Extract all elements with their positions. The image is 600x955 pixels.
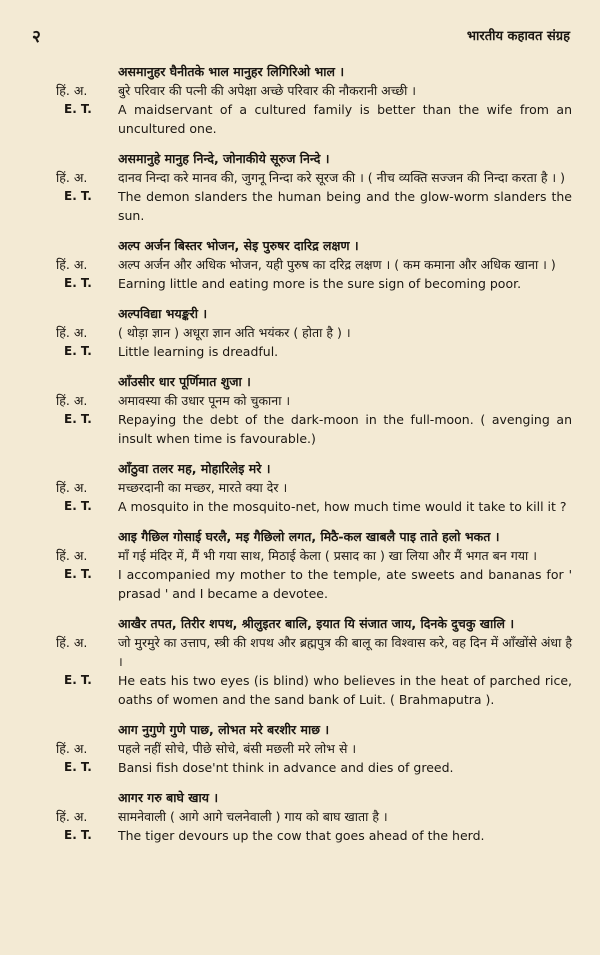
proverb-entry: [0, 527, 600, 603]
hindi-label: हिं. अ.: [56, 393, 88, 408]
proverb-text: आइ गैछिल गोसाई घरलै, मइ गैछिलो लगत, मिठै-कल खाबलै पाइ ताते हलो भकत ।: [118, 529, 500, 544]
english-translation: He eats his two eyes (is blind) who believes in the heat of parched rice, oaths of women and the sand bank of Luit. ( Brahmaputra ).: [118, 673, 572, 707]
proverb-entry: [0, 236, 600, 293]
proverb-entry: [0, 372, 600, 448]
hindi-label: हिं. अ.: [56, 257, 88, 272]
english-translation: Repaying the debt of the dark-moon in the full-moon. ( avenging an insult when time is favourable.): [118, 412, 572, 446]
proverb-list: [0, 62, 600, 856]
page-number: २: [32, 27, 41, 47]
english-label: E. T.: [64, 828, 92, 842]
hindi-translation: मच्छरदानी का मच्छर, मारते क्या देर ।: [118, 480, 288, 495]
page-header: [32, 24, 570, 48]
proverb-text: आखैर तपत, तिरीर शपथ, श्रीलुइतर बालि, इयात यि संजात जाय, दिनके दुचकु खालि ।: [118, 616, 515, 631]
proverb-entry: [0, 788, 600, 845]
hindi-translation: बुरे परिवार की पत्नी की अपेक्षा अच्छे परिवार की नौकरानी अच्छी ।: [118, 83, 417, 98]
english-label: E. T.: [64, 344, 92, 358]
hindi-translation: माँ गई मंदिर में, मैं भी गया साथ, मिठाई केला ( प्रसाद का ) खा लिया और मैं भगत बन गया ।: [118, 548, 537, 563]
running-title: भारतीय कहावत संग्रह: [466, 29, 570, 44]
hindi-translation: पहले नहीं सोचे, पीछे सोचे, बंसी मछली मरे लोभ से ।: [118, 741, 357, 756]
english-label: E. T.: [64, 673, 92, 687]
english-translation: Earning little and eating more is the sure sign of becoming poor.: [118, 276, 522, 291]
english-translation: The demon slanders the human being and the glow-worm slanders the sun.: [118, 189, 572, 223]
hindi-label: हिं. अ.: [56, 741, 88, 756]
english-translation: The tiger devours up the cow that goes ahead of the herd.: [118, 828, 485, 843]
proverb-entry: [0, 614, 600, 709]
hindi-label: हिं. अ.: [56, 548, 88, 563]
proverb-text: आँठुवा तलर मह, मोहारिलेइ मरे ।: [118, 461, 271, 476]
hindi-label: हिं. अ.: [56, 170, 88, 185]
english-translation: A maidservant of a cultured family is better than the wife from an uncultured one.: [118, 102, 572, 136]
hindi-label: हिं. अ.: [56, 480, 88, 495]
hindi-translation: सामनेवाली ( आगे आगे चलनेवाली ) गाय को बाघ खाता है ।: [118, 809, 388, 824]
hindi-translation: अल्प अर्जन और अधिक भोजन, यही पुरुष का दरिद्र लक्षण । ( कम कमाना और अधिक खाना । ): [118, 257, 556, 272]
english-label: E. T.: [64, 276, 92, 290]
proverb-entry: [0, 304, 600, 361]
proverb-text: अल्पविद्या भयङ्करी ।: [118, 306, 208, 321]
english-label: E. T.: [64, 567, 92, 581]
english-translation: Little learning is dreadful.: [118, 344, 279, 359]
english-translation: I accompanied my mother to the temple, ate sweets and bananas for ' prasad ' and I became a devotee.: [118, 567, 572, 601]
proverb-text: आग नुगुणे गुणे पाछ, लोभत मरे बरशीर माछ ।: [118, 722, 330, 737]
proverb-entry: [0, 149, 600, 225]
proverb-text: असमानुहे मानुह निन्दे, जोनाकीये सूरुज निन्दे ।: [118, 151, 330, 166]
proverb-text: असमानुहर घैनीतके भाल मानुहर लिगिरिओ भाल ।: [118, 64, 345, 79]
proverb-text: अल्प अर्जन बिस्तर भोजन, सेइ पुरुषर दारिद्र लक्षण ।: [118, 238, 359, 253]
hindi-translation: जो मुरमुरे का उत्ताप, स्त्री की शपथ और ब्रह्मपुत्र की बालू का विश्वास करे, वह दिन में आँखोंसे अंधा है ।: [118, 635, 572, 669]
english-label: E. T.: [64, 499, 92, 513]
hindi-label: हिं. अ.: [56, 809, 88, 824]
proverb-text: आगर गरु बाघे खाय ।: [118, 790, 219, 805]
hindi-label: हिं. अ.: [56, 635, 88, 650]
hindi-translation: ( थोड़ा ज्ञान ) अधूरा ज्ञान अति भयंकर ( होता है ) ।: [118, 325, 351, 340]
proverb-text: आँउसीर धार पूर्णिमात शुजा ।: [118, 374, 251, 389]
english-translation: Bansi fish dose'nt think in advance and dies of greed.: [118, 760, 454, 775]
english-translation: A mosquito in the mosquito-net, how much time would it take to kill it ?: [118, 499, 567, 514]
hindi-label: हिं. अ.: [56, 83, 88, 98]
english-label: E. T.: [64, 760, 92, 774]
proverb-entry: [0, 459, 600, 516]
english-label: E. T.: [64, 189, 92, 203]
hindi-translation: दानव निन्दा करे मानव की, जुगनू निन्दा करे सूरज की । ( नीच व्यक्ति सज्जन की निन्दा करता है । ): [118, 170, 566, 185]
proverb-entry: [0, 62, 600, 138]
hindi-translation: अमावस्या की उधार पूनम को चुकाना ।: [118, 393, 291, 408]
proverb-entry: [0, 720, 600, 777]
english-label: E. T.: [64, 102, 92, 116]
hindi-label: हिं. अ.: [56, 325, 88, 340]
english-label: E. T.: [64, 412, 92, 426]
